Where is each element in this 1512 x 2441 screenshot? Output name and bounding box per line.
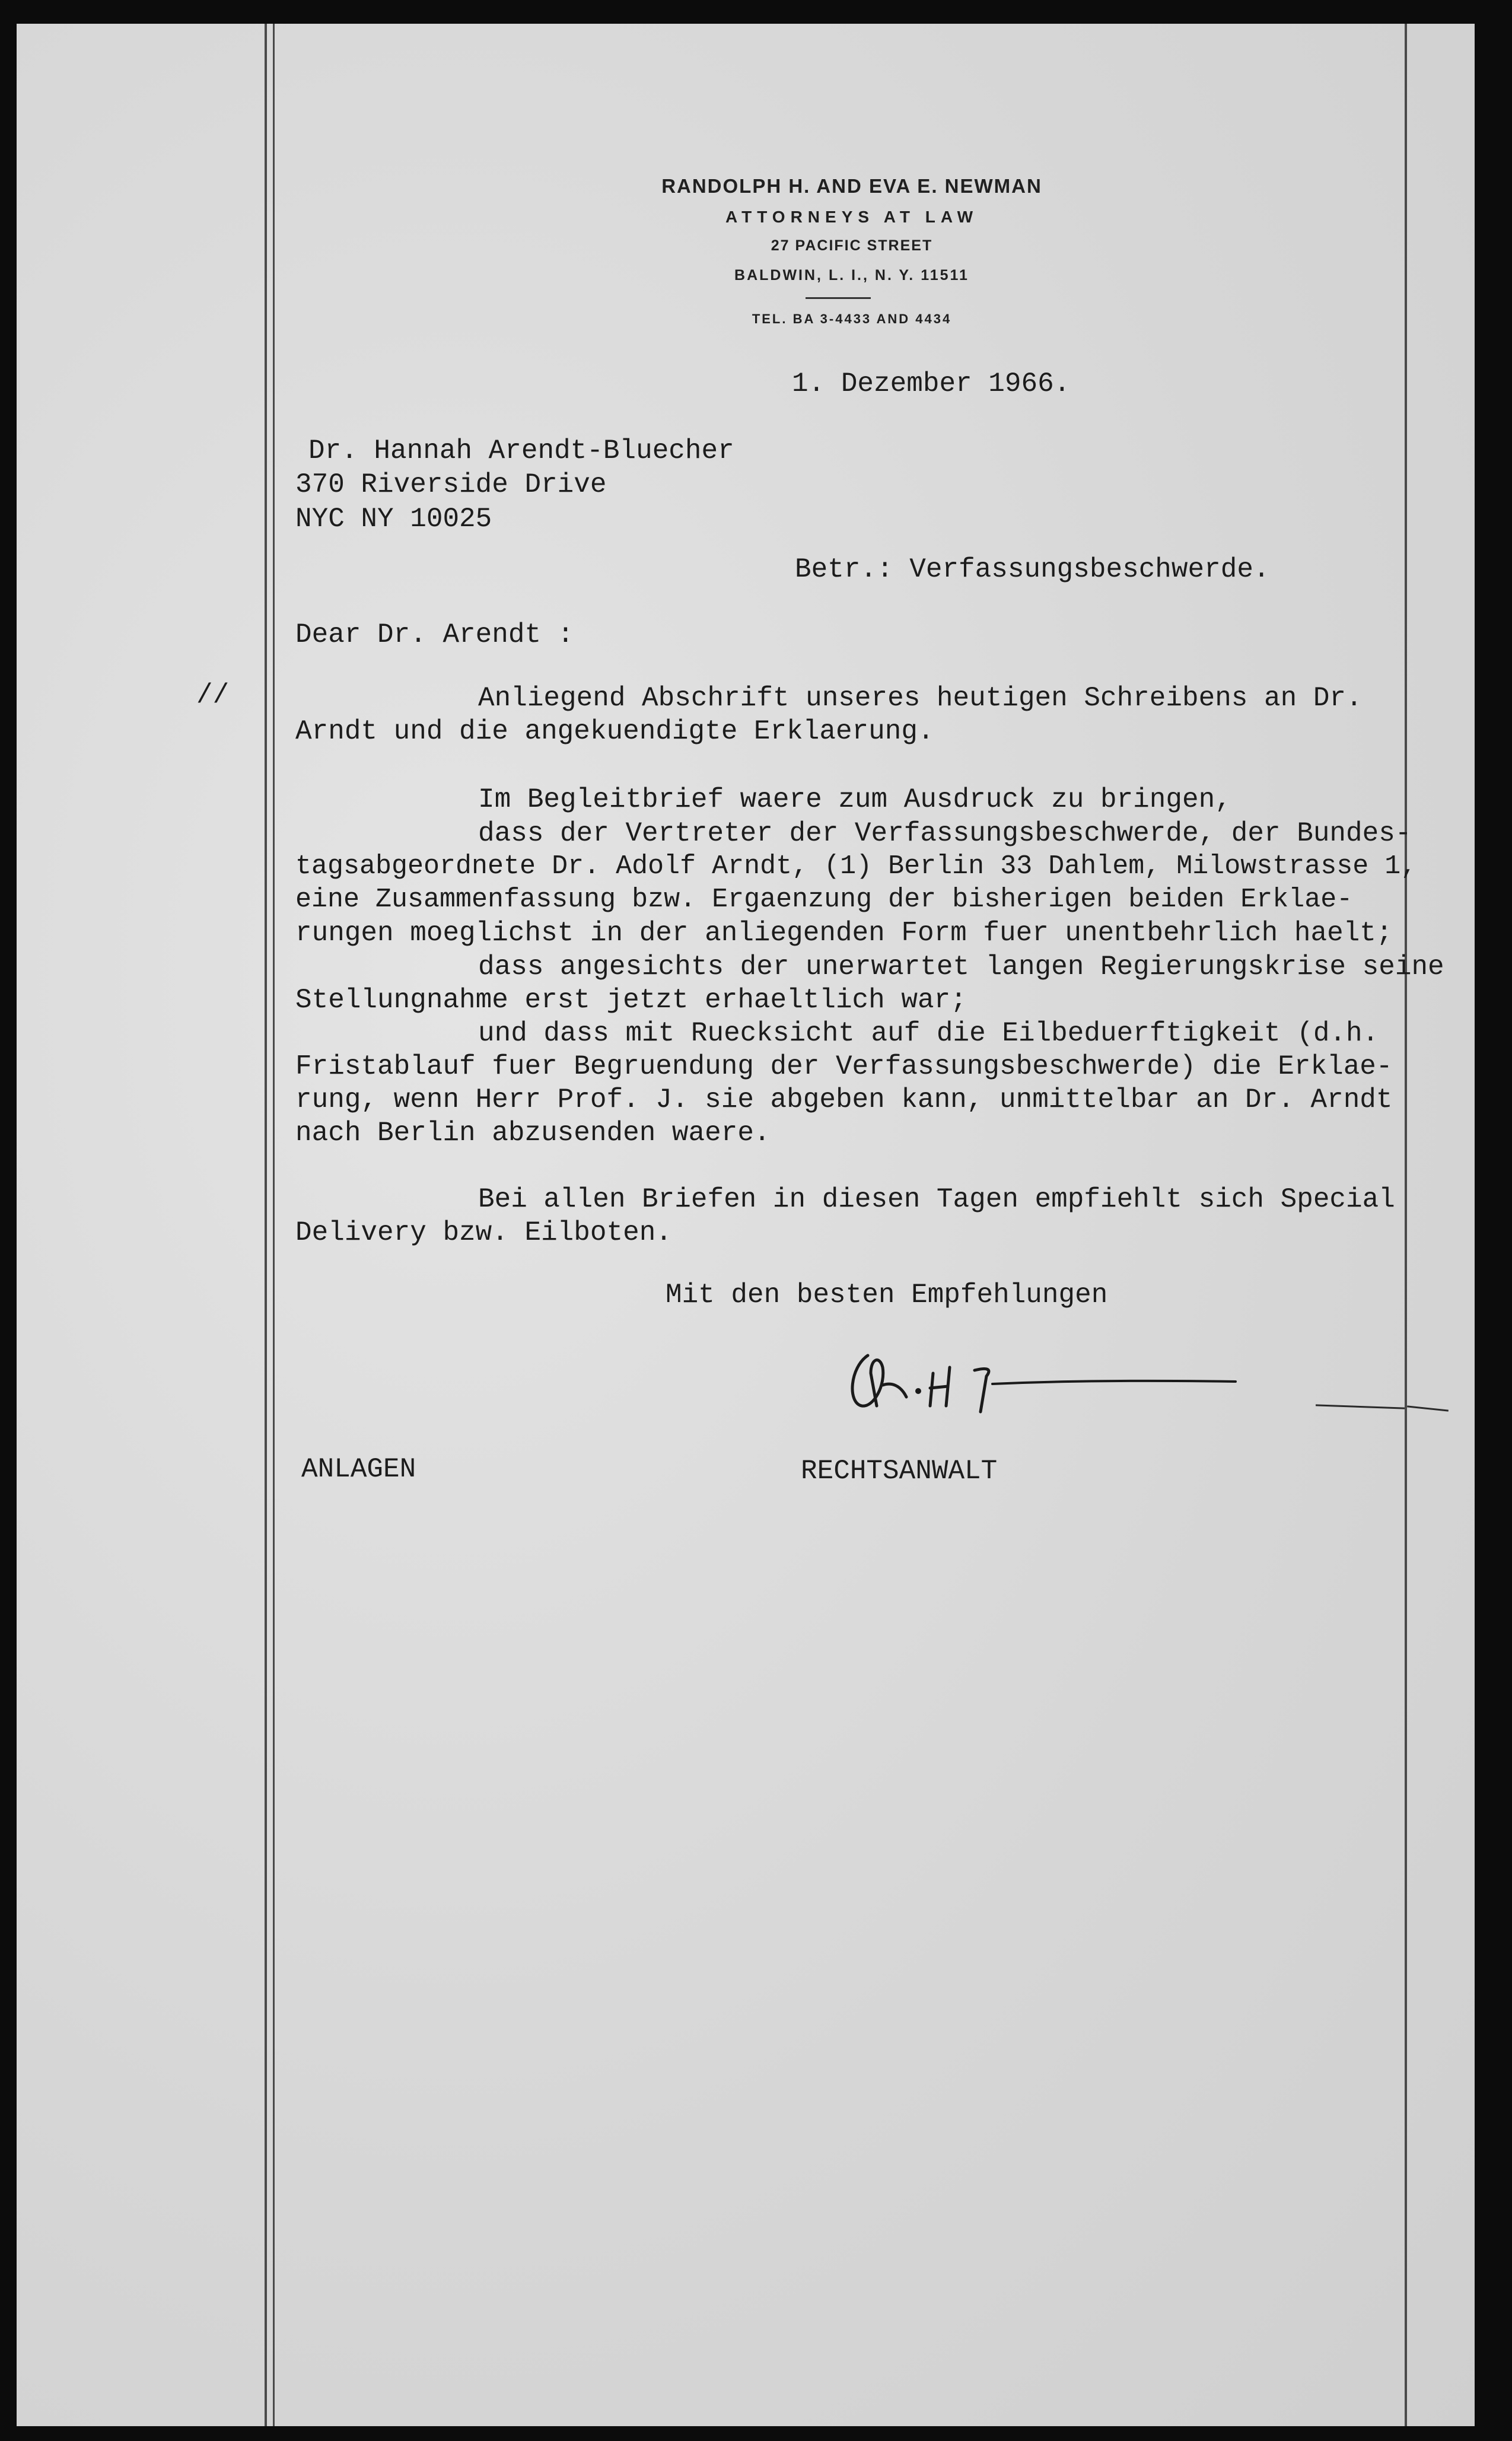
- letterhead-divider: [806, 297, 871, 299]
- recipient-city: NYC NY 10025: [295, 504, 492, 534]
- margin-rule-left: [265, 24, 267, 2426]
- body-line: Stellungnahme erst jetzt erhaeltlich war;: [295, 985, 967, 1016]
- body-line: Im Begleitbrief waere zum Ausdruck zu bringen,: [478, 784, 1231, 815]
- subject-line: Betr.: Verfassungsbeschwerde.: [795, 554, 1270, 585]
- body-line: dass der Vertreter der Verfassungsbeschwerde, der Bundes-: [478, 818, 1412, 849]
- signature-graphic: [844, 1350, 1259, 1421]
- body-line: tagsabgeordnete Dr. Adolf Arndt, (1) Berlin 33 Dahlem, Milowstrasse 1,: [295, 851, 1417, 881]
- body-line: dass angesichts der unerwartet langen Regierungskrise seine: [478, 951, 1444, 982]
- body-line: Arndt und die angekuendigte Erklaerung.: [295, 716, 934, 747]
- body-line: Delivery bzw. Eilboten.: [295, 1217, 672, 1248]
- body-line: Anliegend Abschrift unseres heutigen Schreibens an Dr.: [478, 683, 1363, 714]
- letterhead-names: RANDOLPH H. AND EVA E. NEWMAN: [661, 175, 1042, 197]
- letterhead-profession: ATTORNEYS AT LAW: [725, 208, 979, 226]
- margin-rule-left-inner: [273, 24, 275, 2426]
- recipient-name: Dr. Hannah Arendt-Bluecher: [308, 435, 734, 466]
- signature-tail-stroke-extension: [1407, 1405, 1449, 1411]
- body-line: nach Berlin abzusenden waere.: [295, 1118, 771, 1148]
- letterhead-street: 27 PACIFIC STREET: [771, 237, 933, 254]
- margin-mark: //: [196, 680, 230, 711]
- salutation: Dear Dr. Arendt :: [295, 619, 574, 650]
- body-line: und dass mit Ruecksicht auf die Eilbeduerftigkeit (d.h.: [478, 1018, 1379, 1049]
- enclosures-label: ANLAGEN: [301, 1454, 416, 1485]
- recipient-street: 370 Riverside Drive: [295, 469, 607, 500]
- body-line: eine Zusammenfassung bzw. Ergaenzung der bisherigen beiden Erklae-: [295, 884, 1353, 915]
- letterhead-phone: TEL. BA 3-4433 AND 4434: [752, 311, 952, 326]
- letter-page: [17, 24, 1475, 2426]
- body-line: rungen moeglichst in der anliegenden Form fuer unentbehrlich haelt;: [295, 918, 1393, 949]
- handwritten-signature: [844, 1350, 1259, 1421]
- body-line: Bei allen Briefen in diesen Tagen empfiehlt sich Special: [478, 1184, 1395, 1215]
- margin-rule-right: [1405, 24, 1407, 2426]
- letterhead-city: BALDWIN, L. I., N. Y. 11511: [734, 267, 969, 284]
- signer-title: RECHTSANWALT: [801, 1456, 998, 1487]
- closing: Mit den besten Empfehlungen: [666, 1280, 1108, 1310]
- body-line: Fristablauf fuer Begruendung der Verfassungsbeschwerde) die Erklae-: [295, 1051, 1393, 1082]
- letterhead: [526, 24, 1178, 380]
- signature-tail-stroke: [1316, 1404, 1405, 1409]
- body-line: rung, wenn Herr Prof. J. sie abgeben kann, unmittelbar an Dr. Arndt: [295, 1084, 1393, 1115]
- letter-date: 1. Dezember 1966.: [792, 368, 1071, 399]
